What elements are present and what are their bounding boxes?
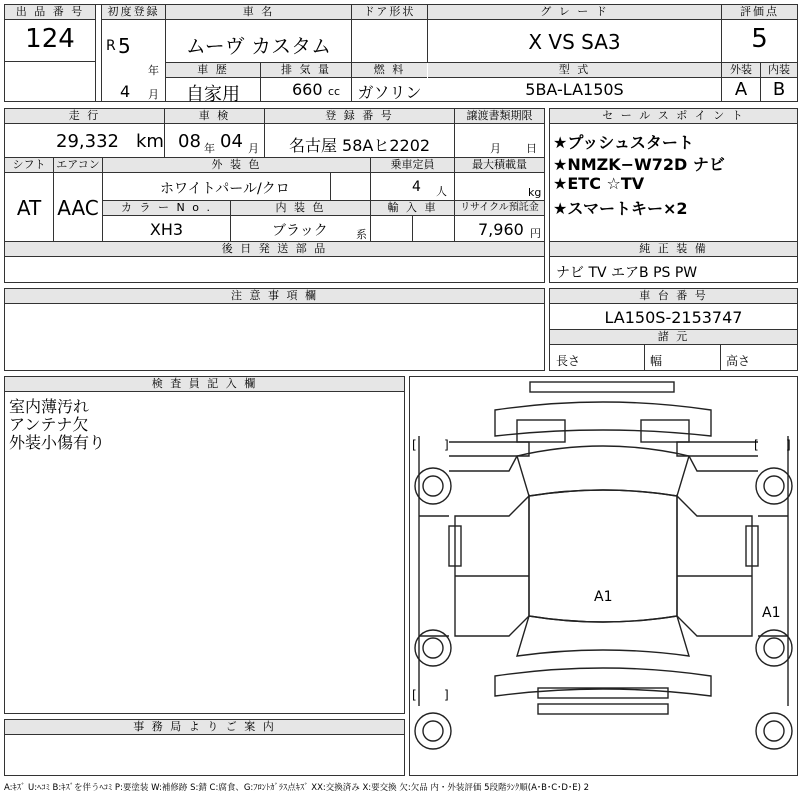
int-color-header: 内 装 色 [231,201,370,216]
inspector-line-1: 室内薄汚れ [9,397,90,416]
bracket-left-3: [ [412,688,417,702]
inspection-month-unit: 月 [248,142,259,155]
car-name: ムーヴ カスタム [185,34,332,58]
inspection-header: 車 検 [165,109,264,124]
legend: A:ｷｽﾞ U:ﾍｺﾐ B:ｷｽﾞを伴うﾍｺﾐ P:要塗装 W:補修跡 S:錆 C:腐食、G:ﾌﾛﾝﾄｶﾞﾗｽ点ｷｽﾞ XX:交換済み X:要交換 欠:欠品 内・外装評価 5段階ﾗﾝｸ順(A･B･C･D･E) 2 [4,783,590,793]
shift-value: AT [16,196,42,220]
transfer-month-unit: 月 [490,142,501,155]
inspector-line-2: アンテナ欠 [9,415,89,434]
model-header: 型 式 [428,63,721,78]
later-parts-header: 後 日 発 送 部 品 [5,242,544,257]
office-header: 事 務 局 よ り ご 案 内 [5,720,404,735]
aircon-value: AAC [57,196,99,220]
color-no-value: XH3 [149,220,184,239]
capacity-value: 4 [412,179,421,195]
car-name-header: 車 名 [166,5,351,20]
int-color-value: ブラック [272,223,328,239]
spec-width: 幅 [650,354,663,368]
model-value: 5BA-LA150S [525,80,624,99]
genuine-value: ナビ TV エアB PS PW [556,265,698,281]
sales-points-header: セ ー ル ス ポ イ ン ト [550,109,797,124]
score-value: 5 [751,24,768,54]
max-load-unit: kg [528,186,542,199]
inspection-month: 04 [220,131,243,152]
score-header: 評価点 [722,5,797,20]
chassis-header: 車 台 番 号 [550,289,797,304]
inspection-year: 08 [178,131,201,152]
transfer-day-unit: 日 [526,142,537,155]
spec-height: 高さ [726,354,751,368]
int-score-value: B [772,79,786,100]
color-no-header: カ ラ ー N o . [103,201,230,216]
int-color-suffix: 系 [356,228,367,241]
lot-header: 出 品 番 号 [5,5,95,20]
damage-mark-right-side: A1 [762,605,781,621]
ext-color-header: 外 装 色 [103,158,370,173]
first-reg-year: 5 [118,34,131,58]
car-diagram [409,376,798,776]
bracket-right-2: ] [786,438,791,452]
genuine-header: 純 正 装 備 [550,242,797,257]
recycle-header: リサイクル預託金 [455,201,544,216]
chassis-value: LA150S-2153747 [604,308,743,327]
inspector-header: 検 査 員 記 入 欄 [5,377,404,392]
int-score-header: 内装 [761,63,797,78]
aircon-header: エアコン [54,158,102,173]
ext-score-value: A [734,79,748,100]
capacity-unit: 人 [436,185,447,198]
displacement-value: 660 [292,80,323,99]
fuel-value: ガソリン [357,83,422,102]
mileage-header: 走 行 [5,109,164,124]
history-header: 車 歴 [166,63,260,78]
recycle-value: 7,960 [478,220,524,239]
plate-value: 名古屋 58Aヒ2202 [288,136,431,155]
fuel-header: 燃 料 [352,63,427,78]
lot-number: 124 [25,24,75,54]
sales-point-3: ★ETC ☆TV [553,174,645,193]
displacement-unit: cc [328,85,341,98]
door-header: ドア形状 [352,5,427,20]
first-reg-year-unit: 年 [148,64,159,77]
spec-length: 長さ [556,354,581,368]
bracket-right-3: ] [444,688,449,702]
first-reg-month-unit: 月 [148,88,159,101]
specs-header: 諸 元 [550,330,797,345]
ext-color-value: ホワイトパール/クロ [160,181,290,197]
plate-header: 登 録 番 号 [265,109,454,124]
mileage-value: 29,332 [56,131,119,152]
recycle-unit: 円 [530,227,541,240]
sales-point-2: ★NMZK−W72D ナビ [553,155,725,174]
max-load-header: 最大積載量 [455,158,544,173]
mileage-unit: km [136,131,164,152]
inspector-line-3: 外装小傷有り [9,433,106,452]
bracket-right-1: ] [444,438,449,452]
inspection-year-unit: 年 [204,142,215,155]
sales-point-4: ★スマートキー×2 [553,199,688,218]
first-reg-era: R [106,38,116,54]
displacement-header: 排 気 量 [261,63,351,78]
first-reg-month: 4 [120,82,131,101]
bracket-left-1: [ [412,438,417,452]
import-header: 輸 入 車 [371,201,454,216]
bracket-left-2: [ [754,438,759,452]
shift-header: シフト [5,158,53,173]
grade-value: X VS SA3 [528,30,621,54]
transfer-header: 譲渡書類期限 [455,109,544,124]
notes-header: 注 意 事 項 欄 [5,289,544,304]
grade-header: グ レ ー ド [428,5,721,20]
sales-point-1: ★プッシュスタート [553,133,694,152]
history-value: 自家用 [186,84,240,105]
damage-mark-roof: A1 [594,589,613,605]
ext-score-header: 外装 [722,63,760,78]
capacity-header: 乗車定員 [371,158,454,173]
first-reg-header: 初度登録 [102,5,165,20]
